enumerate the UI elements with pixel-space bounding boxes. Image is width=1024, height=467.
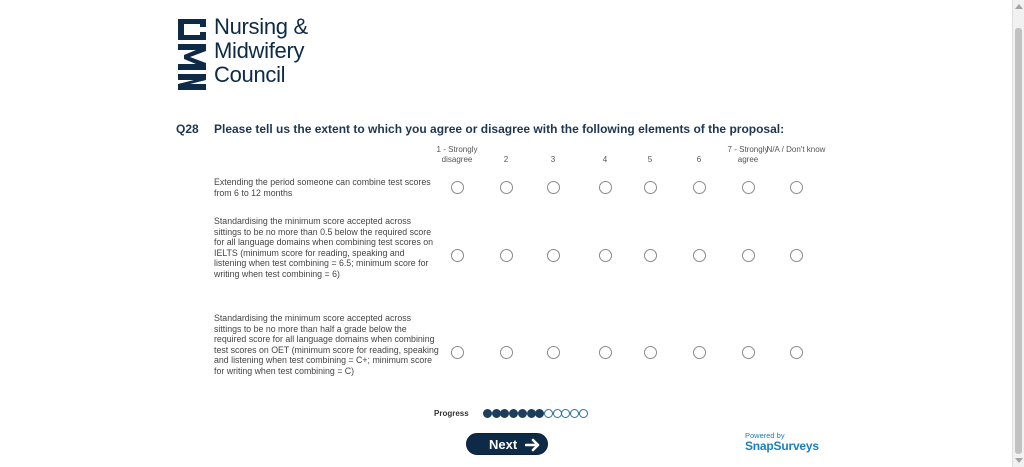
scroll-down-icon[interactable] <box>1015 458 1023 463</box>
column-header: N/A / Don't know <box>766 145 826 154</box>
radio-row3-col1[interactable] <box>451 346 464 359</box>
radio-row1-col4[interactable] <box>599 181 612 194</box>
radio-row2-col1[interactable] <box>451 249 464 262</box>
scroll-up-icon[interactable] <box>1015 4 1023 9</box>
progress-dot-complete <box>509 409 518 418</box>
nmc-logo-text <box>214 15 374 87</box>
snap-surveys-logo: SnapSurveys <box>745 439 819 453</box>
powered-by-prefix: Powered by <box>745 431 785 440</box>
column-header: 2 <box>503 155 509 164</box>
progress-dot-complete <box>518 409 527 418</box>
progress-dot-incomplete <box>579 409 588 418</box>
arrow-right-icon <box>525 437 541 453</box>
progress-dot-complete <box>535 409 544 418</box>
next-button[interactable] <box>466 433 548 455</box>
vertical-scrollbar[interactable] <box>1012 0 1024 467</box>
radio-row3-na[interactable] <box>790 346 803 359</box>
radio-row3-col7[interactable] <box>742 346 755 359</box>
radio-row1-col6[interactable] <box>693 181 706 194</box>
radio-row3-col5[interactable] <box>644 346 657 359</box>
radio-row1-na[interactable] <box>790 181 803 194</box>
radio-row1-col7[interactable] <box>742 181 755 194</box>
powered-by <box>745 431 835 453</box>
column-header: 1 - Strongly disagree <box>436 145 478 164</box>
progress-dot-complete <box>527 409 536 418</box>
progress-dot-complete <box>483 409 492 418</box>
progress-dot-incomplete <box>553 409 562 418</box>
progress-dot-complete <box>492 409 501 418</box>
logo-line: Nursing & <box>214 14 308 39</box>
row-label: Extending the period someone can combine test scores from 6 to 12 months <box>214 177 431 198</box>
radio-row1-col3[interactable] <box>547 181 560 194</box>
progress-dot-incomplete <box>544 409 553 418</box>
question-number: Q28 <box>176 122 199 136</box>
radio-row2-na[interactable] <box>790 249 803 262</box>
column-header: 3 <box>550 155 556 164</box>
column-header: 5 <box>647 155 653 164</box>
radio-row3-col4[interactable] <box>599 346 612 359</box>
radio-row3-col2[interactable] <box>500 346 513 359</box>
radio-row2-col5[interactable] <box>644 249 657 262</box>
nmc-logo-mark <box>176 17 208 91</box>
radio-row1-col2[interactable] <box>500 181 513 194</box>
logo-line: Council <box>214 62 286 87</box>
radio-row2-col4[interactable] <box>599 249 612 262</box>
radio-row2-col3[interactable] <box>547 249 560 262</box>
radio-row2-col7[interactable] <box>742 249 755 262</box>
radio-row3-col6[interactable] <box>693 346 706 359</box>
radio-row1-col1[interactable] <box>451 181 464 194</box>
progress-label: Progress <box>434 409 469 418</box>
radio-row3-col3[interactable] <box>547 346 560 359</box>
column-header: 6 <box>696 155 702 164</box>
row-label: Standardising the minimum score accepted across sittings to be no more than 0.5 below the required score for all language domains when combining test scores on IELTS (minimum score for reading, speaking and listening when test combining = 6.5; minimum score for writing when test combining = 6) <box>214 216 434 279</box>
next-button-label: Next <box>489 437 518 452</box>
progress-dot-incomplete <box>561 409 570 418</box>
scrollbar-thumb[interactable] <box>1015 28 1022 454</box>
radio-row1-col5[interactable] <box>644 181 657 194</box>
progress-dot-complete <box>500 409 509 418</box>
progress-dot-incomplete <box>570 409 579 418</box>
column-header: 4 <box>602 155 608 164</box>
column-header: 7 - Strongly agree <box>727 145 769 164</box>
radio-row2-col2[interactable] <box>500 249 513 262</box>
row-label: Standardising the minimum score accepted across sittings to be no more than half a grade below the required score for all language domains when combining test scores on OET (minimum score for reading, speaking and listening when test combining = C+; minimum score for writing when test combining = C) <box>214 313 439 376</box>
radio-row2-col6[interactable] <box>693 249 706 262</box>
logo-line: Midwifery <box>214 38 305 63</box>
question-text: Please tell us the extent to which you agree or disagree with the following elements of the proposal: <box>214 122 785 136</box>
